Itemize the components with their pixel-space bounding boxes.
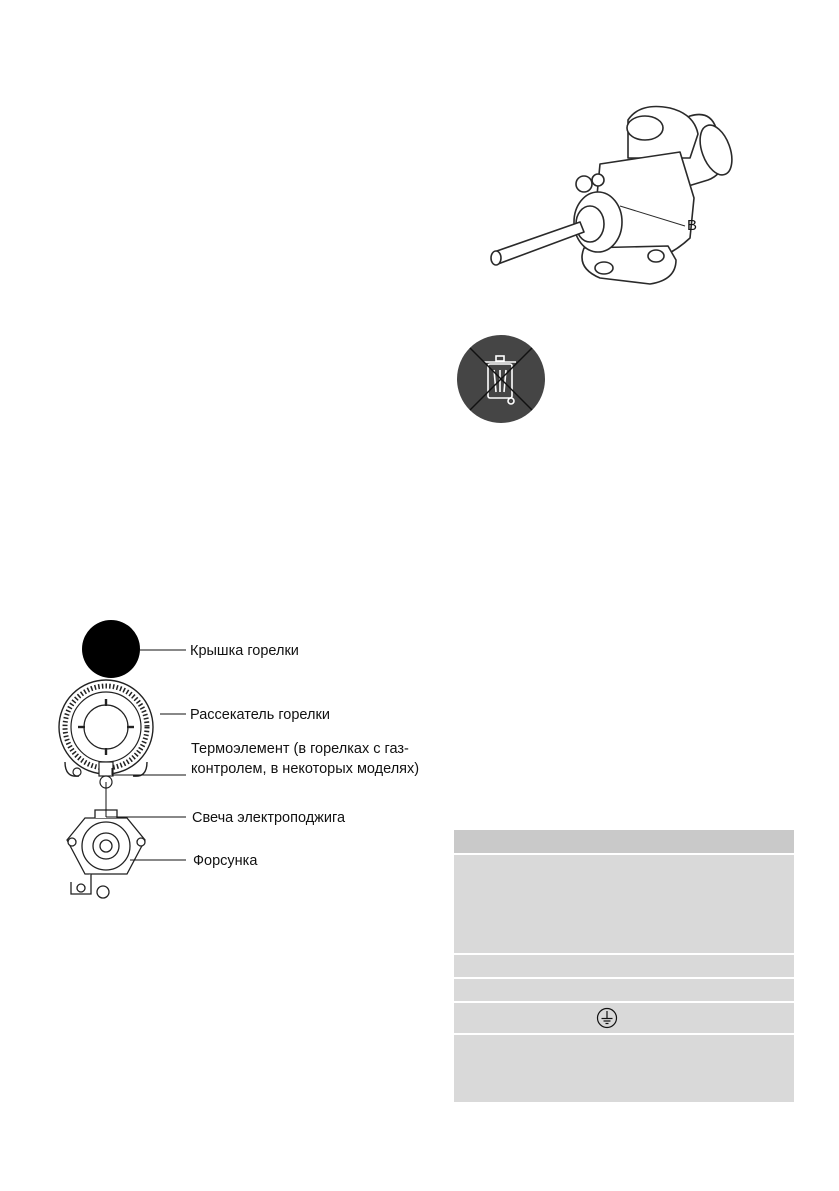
gas-valve-illustration (480, 98, 760, 308)
label-burner-spreader: Рассекатель горелки (190, 707, 330, 723)
table-row (454, 855, 794, 953)
burner-injector-base (67, 810, 145, 898)
label-injector: Форсунка (193, 853, 258, 869)
ground-symbol-icon (596, 1007, 618, 1029)
label-burner-cap: Крышка горелки (190, 643, 299, 659)
burner-diagram (55, 612, 185, 912)
crossed-out-wheelie-bin-icon (456, 334, 546, 424)
table-row (454, 979, 794, 1001)
label-spark-plug: Свеча электроподжига (192, 810, 346, 826)
label-thermo-element: Термоэлемент (в горелках с газ-контролем, в некоторых моделях) (191, 741, 420, 777)
table-row (454, 1003, 794, 1033)
table-row (454, 955, 794, 977)
table-header-row (454, 830, 794, 853)
valve-label-b: B (687, 217, 698, 234)
spec-table (454, 830, 794, 1102)
burner-cap (82, 620, 140, 678)
table-row (454, 1035, 794, 1102)
